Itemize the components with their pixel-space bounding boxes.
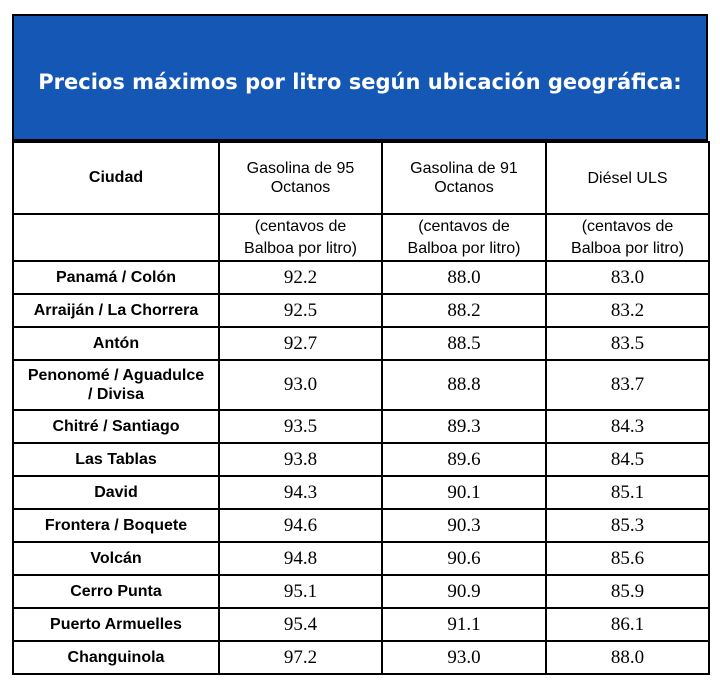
gasolina-95-cell: 93.0 bbox=[219, 360, 382, 410]
gasolina-91-cell: 90.3 bbox=[382, 509, 546, 542]
header-gasolina-95-line2: Octanos bbox=[270, 179, 331, 196]
units-line2: Balboa por litro) bbox=[244, 239, 357, 257]
gasolina-91-cell: 90.9 bbox=[382, 575, 546, 608]
city-line2: / Divisa bbox=[87, 386, 145, 403]
table-row bbox=[13, 542, 709, 575]
table-row bbox=[13, 509, 709, 542]
table-row bbox=[13, 443, 709, 476]
table-row bbox=[13, 476, 709, 509]
gasolina-95-cell: 94.8 bbox=[219, 542, 382, 575]
city-cell: Chitré / Santiago bbox=[13, 410, 219, 443]
units-line1: (centavos de bbox=[254, 217, 347, 235]
gasolina-95-cell: 94.3 bbox=[219, 476, 382, 509]
table-row bbox=[13, 641, 709, 674]
city-cell: Antón bbox=[13, 327, 219, 360]
units-gasolina-91 bbox=[382, 214, 546, 261]
diesel-cell: 83.7 bbox=[546, 360, 709, 410]
gasolina-95-cell: 92.7 bbox=[219, 327, 382, 360]
gasolina-91-cell: 88.0 bbox=[382, 261, 546, 294]
header-gasolina-95 bbox=[219, 142, 382, 214]
gasolina-91-cell: 89.6 bbox=[382, 443, 546, 476]
diesel-cell: 84.5 bbox=[546, 443, 709, 476]
table-row bbox=[13, 608, 709, 641]
gasolina-91-cell: 90.1 bbox=[382, 476, 546, 509]
diesel-cell: 83.0 bbox=[546, 261, 709, 294]
price-table bbox=[12, 141, 710, 675]
table-title: Precios máximos por litro según ubicación geográfica: bbox=[12, 14, 708, 141]
city-cell: Changuinola bbox=[13, 641, 219, 674]
city-cell: Las Tablas bbox=[13, 443, 219, 476]
diesel-cell: 85.9 bbox=[546, 575, 709, 608]
units-row bbox=[13, 214, 709, 261]
gasolina-91-cell: 90.6 bbox=[382, 542, 546, 575]
diesel-cell: 88.0 bbox=[546, 641, 709, 674]
header-gasolina-95-line1: Gasolina de 95 bbox=[246, 160, 355, 177]
header-ciudad: Ciudad bbox=[13, 142, 219, 214]
gasolina-95-cell: 95.4 bbox=[219, 608, 382, 641]
gasolina-91-cell: 93.0 bbox=[382, 641, 546, 674]
gasolina-91-cell: 91.1 bbox=[382, 608, 546, 641]
gasolina-95-cell: 92.2 bbox=[219, 261, 382, 294]
table-row bbox=[13, 360, 709, 410]
gasolina-91-cell: 89.3 bbox=[382, 410, 546, 443]
city-cell: Frontera / Boquete bbox=[13, 509, 219, 542]
city-line1: Penonomé / Aguadulce bbox=[27, 367, 205, 384]
gasolina-91-cell: 88.8 bbox=[382, 360, 546, 410]
units-line1: (centavos de bbox=[418, 217, 510, 235]
diesel-cell: 83.2 bbox=[546, 294, 709, 327]
units-gasolina-95 bbox=[219, 214, 382, 261]
gasolina-95-cell: 97.2 bbox=[219, 641, 382, 674]
header-gasolina-91-line2: Octanos bbox=[434, 179, 494, 196]
table-row bbox=[13, 294, 709, 327]
city-cell: David bbox=[13, 476, 219, 509]
gasolina-95-cell: 95.1 bbox=[219, 575, 382, 608]
header-row bbox=[13, 142, 709, 214]
diesel-cell: 85.1 bbox=[546, 476, 709, 509]
city-cell: Arraiján / La Chorrera bbox=[13, 294, 219, 327]
city-cell: Panamá / Colón bbox=[13, 261, 219, 294]
diesel-cell: 83.5 bbox=[546, 327, 709, 360]
header-gasolina-91 bbox=[382, 142, 546, 214]
units-line1: (centavos de bbox=[581, 217, 674, 235]
units-empty-cell bbox=[13, 214, 219, 261]
city-cell: Puerto Armuelles bbox=[13, 608, 219, 641]
gasolina-95-cell: 92.5 bbox=[219, 294, 382, 327]
price-table-container bbox=[12, 14, 708, 678]
diesel-cell: 84.3 bbox=[546, 410, 709, 443]
diesel-cell: 85.6 bbox=[546, 542, 709, 575]
city-cell bbox=[13, 360, 219, 410]
city-cell: Volcán bbox=[13, 542, 219, 575]
units-diesel bbox=[546, 214, 709, 261]
header-diesel: Diésel ULS bbox=[546, 142, 709, 214]
header-gasolina-91-line1: Gasolina de 91 bbox=[410, 160, 518, 177]
city-cell: Cerro Punta bbox=[13, 575, 219, 608]
diesel-cell: 86.1 bbox=[546, 608, 709, 641]
units-line2: Balboa por litro) bbox=[571, 239, 684, 257]
gasolina-91-cell: 88.2 bbox=[382, 294, 546, 327]
table-row bbox=[13, 575, 709, 608]
table-row bbox=[13, 261, 709, 294]
table-row bbox=[13, 410, 709, 443]
units-line2: Balboa por litro) bbox=[407, 239, 521, 257]
gasolina-95-cell: 93.5 bbox=[219, 410, 382, 443]
gasolina-95-cell: 94.6 bbox=[219, 509, 382, 542]
table-row bbox=[13, 327, 709, 360]
gasolina-95-cell: 93.8 bbox=[219, 443, 382, 476]
diesel-cell: 85.3 bbox=[546, 509, 709, 542]
gasolina-91-cell: 88.5 bbox=[382, 327, 546, 360]
